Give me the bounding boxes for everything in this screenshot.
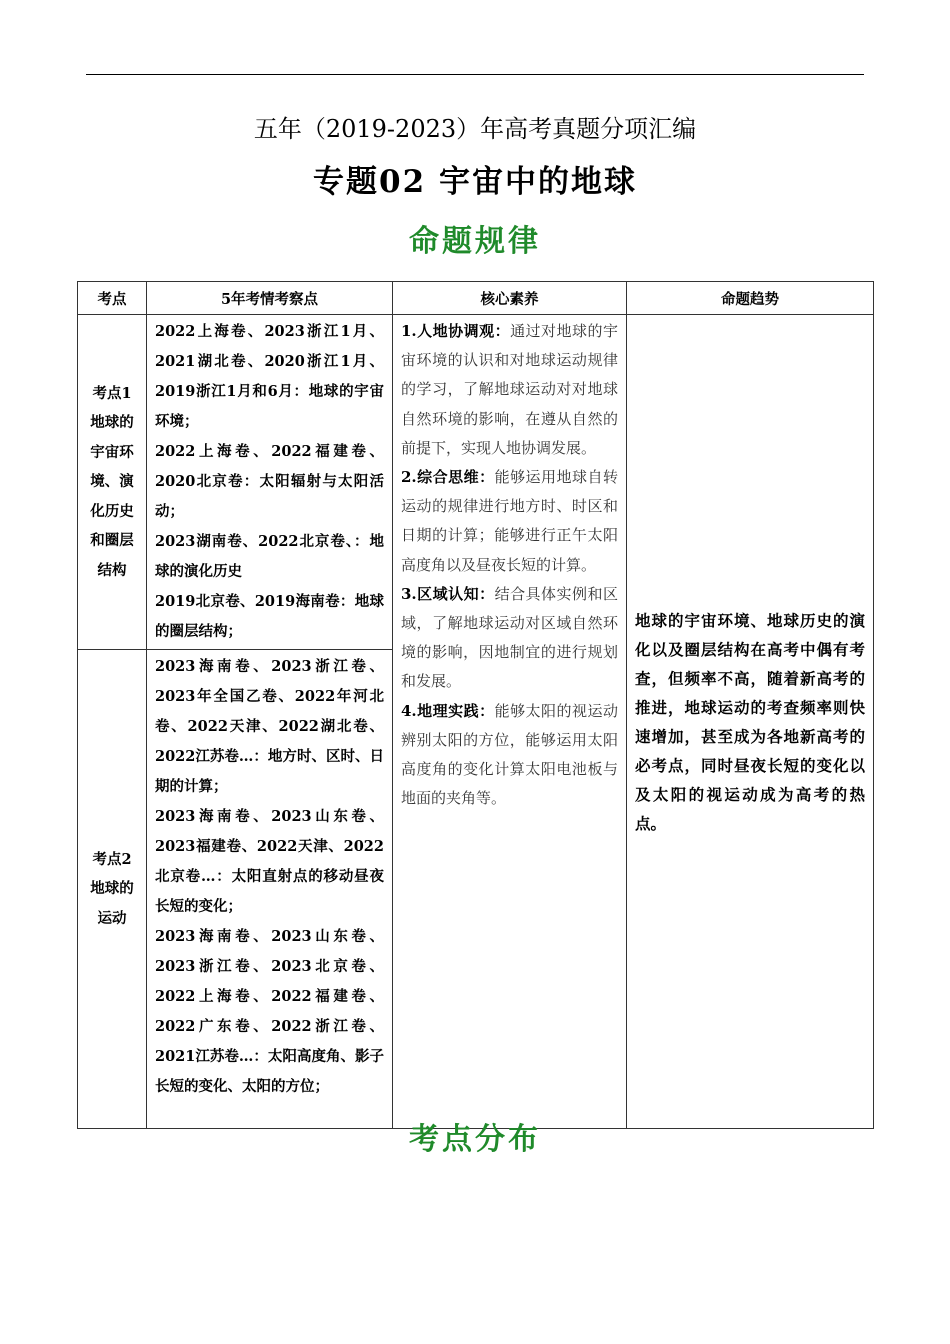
core-label: 3.区域认知： bbox=[401, 584, 495, 603]
core-text: 通过对地球的宇宙环境的认识和对地球运动规律的学习，了解地球运动对对地球自然环境的影响，在遵从自然的前提下，实现人地协调发展。 bbox=[401, 322, 618, 457]
core-item bbox=[401, 463, 618, 580]
core-item bbox=[401, 697, 618, 814]
point-1-line: 宇宙环 bbox=[90, 443, 134, 461]
header-trend: 命题趋势 bbox=[627, 282, 874, 315]
point-1-line: 化历史 bbox=[90, 502, 134, 520]
section-title-rules: 命题规律 bbox=[409, 224, 541, 259]
point-2-line: 运动 bbox=[97, 909, 127, 927]
exam-item: 2022上海卷、2022福建卷、2020北京卷：太阳辐射与太阳活动； bbox=[155, 443, 384, 520]
point-1-cell bbox=[78, 315, 147, 650]
table-header-row bbox=[78, 282, 874, 315]
point-1-line: 结构 bbox=[97, 561, 127, 579]
trend-cell: 地球的宇宙环境、地球历史的演化以及圈层结构在高考中偶有考查，但频率不高，随着新高考的推进，地球运动的考查频率则快速增加，甚至成为各地新高考的必考点，同时昼夜长短的变化以及太阳的视运动成为高考的热点。 bbox=[627, 315, 874, 1129]
core-label: 2.综合思维： bbox=[401, 468, 495, 487]
topic-title: 专题02 宇宙中的地球 bbox=[313, 164, 637, 200]
exam-item: 2022上海卷、2023浙江1月、2021湖北卷、2020浙江1月、2019浙江1月和6月：地球的宇宙环境； bbox=[155, 323, 384, 430]
exam-item: 2023湖南卷、2022北京卷、：地球的演化历史 bbox=[155, 533, 384, 580]
point-2-cell bbox=[78, 650, 147, 1129]
exam-1-cell bbox=[147, 315, 393, 650]
point-1-line: 和圈层 bbox=[90, 532, 134, 550]
point-2-line: 地球的 bbox=[90, 880, 134, 898]
point-1-line: 地球的 bbox=[90, 414, 134, 432]
core-label: 4.地理实践： bbox=[401, 701, 495, 720]
point-1-line: 考点1 bbox=[92, 384, 132, 402]
core-text: 能够运用地球自转运动的规律进行地方时、时区和日期的计算；能够进行正午太阳高度角以及昼夜长短的计算。 bbox=[401, 468, 618, 574]
document-title: 五年（2019-2023）年高考真题分项汇编 bbox=[253, 115, 697, 143]
point-2-line: 考点2 bbox=[92, 850, 132, 868]
exam-item: 2019北京卷、2019海南卷：地球的圈层结构； bbox=[155, 593, 384, 640]
header-point: 考点 bbox=[78, 282, 147, 315]
core-text: 结合具体实例和区域，了解地球运动对区域自然环境的影响，因地制宜的进行规划和发展。 bbox=[401, 584, 618, 691]
table-row bbox=[78, 315, 874, 650]
rules-table bbox=[77, 281, 874, 1129]
core-label: 1.人地协调观： bbox=[401, 322, 511, 340]
exam-2-cell bbox=[147, 650, 393, 1129]
exam-item: 2023海南卷、2023浙江卷、2023年全国乙卷、2022年河北卷、2022天津、2022湖北卷、2022江苏卷…：地方时、区时、日期的计算； bbox=[155, 658, 384, 795]
core-item bbox=[401, 580, 618, 697]
section-title-distribution: 考点分布 bbox=[409, 1122, 541, 1157]
core-literacy-cell bbox=[393, 315, 627, 1129]
exam-item: 2023海南卷、2023山东卷、2023浙江卷、2023北京卷、2022上海卷、2022福建卷、2022广东卷、2022浙江卷、2021江苏卷…：太阳高度角、影子长短的变化、太阳的方位； bbox=[155, 928, 384, 1095]
top-rule bbox=[86, 74, 864, 75]
header-exam: 5年考情考察点 bbox=[147, 282, 393, 315]
header-core: 核心素养 bbox=[393, 282, 627, 315]
exam-item: 2023海南卷、2023山东卷、2023福建卷、2022天津、2022北京卷…：太阳直射点的移动昼夜长短的变化； bbox=[155, 808, 384, 915]
core-text: 能够太阳的视运动辨别太阳的方位，能够运用太阳高度角的变化计算太阳电池板与地面的夹角等。 bbox=[401, 701, 618, 808]
core-item bbox=[401, 317, 618, 463]
point-1-line: 境、演 bbox=[90, 473, 134, 491]
